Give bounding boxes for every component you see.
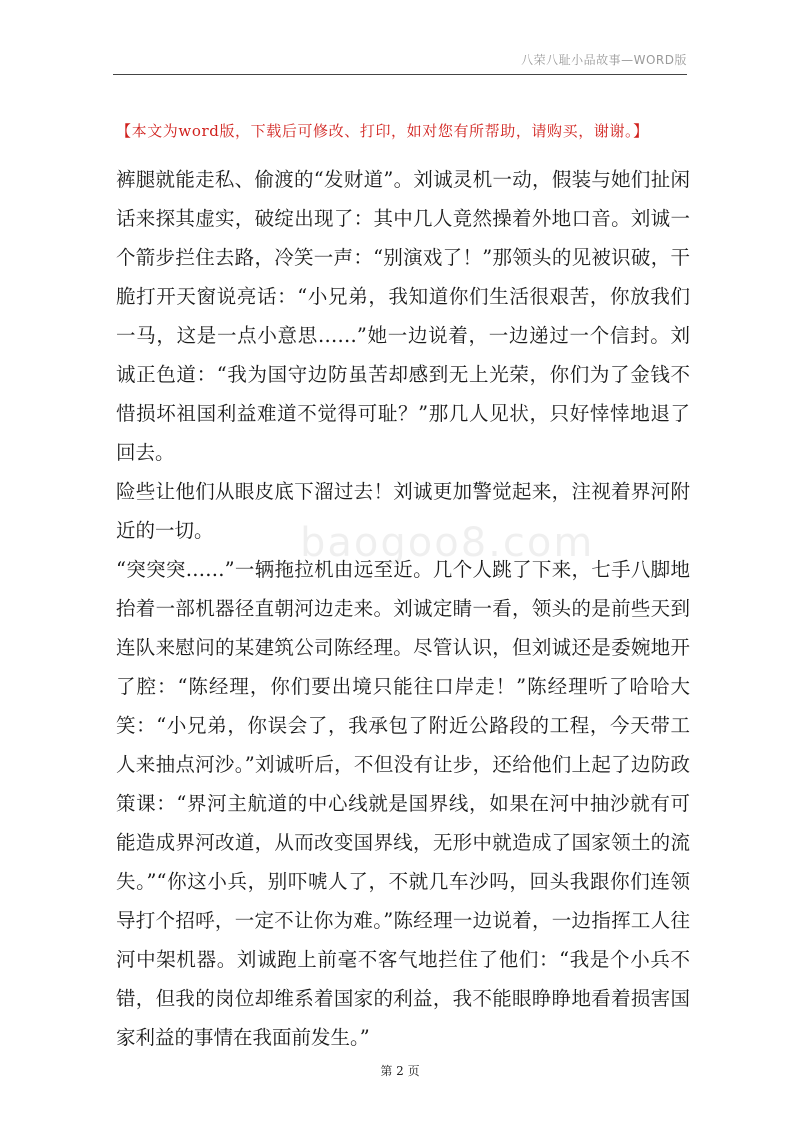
page-number: 第 2 页 (380, 1064, 420, 1078)
paragraph: “突突突……”一辆拖拉机由远至近。几个人跳了下来，七手八脚地抬着一部机器径直朝河边走来。刘诚定睛一看，领头的是前些天到连队来慰问的某建筑公司陈经理。尽管认识，但刘诚还是委婉地开了腔：“陈经理，你们要出境只能往口岸走！”陈经理听了哈哈大笑：“小兄弟，你误会了，我承包了附近公路段的工程，今天带工人来抽点河沙。”刘诚听后，不但没有让步，还给他们上起了边防政策课：“界河主航道的中心线就是国界线，如果在河中抽沙就有可能造成界河改道，从而改变国界线，无形中就造成了国家领土的流失。”“你这小兵，别吓唬人了，不就几车沙吗，回头我跟你们连领导打个招呼，一定不让你为难。”陈经理一边说着，一边指挥工人往河中架机器。刘诚跑上前毫不客气地拦住了他们：“我是个小兵不错，但我的岗位却维系着国家的利益，我不能眼睁睁地看着损害国家利益的事情在我面前发生。” (116, 558, 690, 1049)
paragraph: 裤腿就能走私、偷渡的“发财道”。刘诚灵机一动，假装与她们扯闲话来探其虚实，破绽出现了：其中几人竟然操着外地口音。刘诚一个箭步拦住去路，冷笑一声：“别演戏了！”那领头的见被识破，干脆打开天窗说亮话：“小兄弟，我知道你们生活很艰苦，你放我们一马，这是一点小意思……”她一边说着，一边递过一个信封。刘诚正色道：“我为国守边防虽苦却感到无上光荣，你们为了金钱不惜损坏祖国利益难道不觉得可耻？”那几人见状，只好悻悻地退了回去。 (116, 168, 690, 464)
paragraph: 险些让他们从眼皮底下溜过去！刘诚更加警觉起来，注视着界河附近的一切。 (116, 480, 690, 542)
download-notice: 【本文为word版，下载后可修改、打印，如对您有所帮助，请购买，谢谢。】 (116, 122, 649, 140)
header-divider (113, 74, 687, 75)
page-header-title: 八荣八耻小品故事—WORD版 (521, 53, 687, 67)
watermark: baogoo8.com (300, 520, 595, 566)
document-body (116, 160, 690, 1057)
